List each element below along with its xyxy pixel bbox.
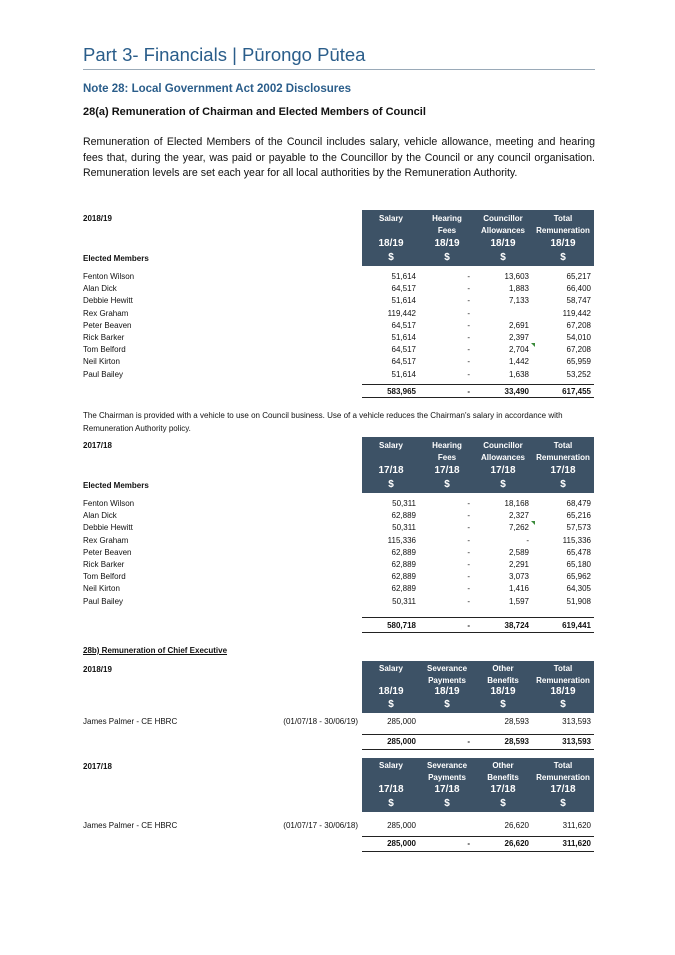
ce-1819-header [362,661,594,713]
member-name: Rick Barker [83,560,125,569]
title-divider [83,69,595,70]
table-cell: 1,638 [508,369,529,379]
table-cell: 67,208 [566,320,591,330]
page-section-title: Part 3- Financials | Pūrongo Pūtea [83,44,366,65]
header-line2: Benefits [487,676,519,685]
note-title: Note 28: Local Government Act 2002 Disclosures [83,83,352,95]
header-unit: $ [560,699,566,710]
total-cell: 617,455 [562,387,591,396]
table-cell: - [467,535,470,545]
table-cell: 2,291 [508,560,529,569]
header-line1: Salary [378,761,404,770]
ce-1819-cell: 285,000 [387,717,416,726]
member-name: Rex Graham [83,535,129,545]
ce-1819-total-rule-top [362,734,594,735]
table-cell: 62,889 [391,547,416,557]
table-cell: - [467,308,470,318]
header-unit: $ [388,252,394,263]
table-cell: - [467,345,470,355]
header-col-2 [420,437,474,493]
header-period: 17/18 [490,465,516,476]
table-cell: - [467,596,470,606]
ce-1819-dates: (01/07/18 - 30/06/19) [283,717,358,726]
member-name: Peter Beaven [83,547,132,557]
ce-1819-total: 285,000 [387,737,416,746]
table-cell: 1,597 [508,596,529,606]
header-col-4 [532,437,594,493]
ce-1718-header [362,758,594,812]
header-col-4 [532,661,594,713]
header-period: 17/18 [490,784,516,795]
ce-1819-cell: 313,593 [562,717,591,726]
header-unit: $ [444,252,450,263]
table-cell: 2,327 [508,511,529,521]
table-cell: 54,010 [566,333,591,342]
header-col-3 [474,661,532,713]
table-cell: 57,573 [566,523,591,533]
table-cell: - [467,357,470,367]
header-unit: $ [444,479,450,490]
table-cell: 50,311 [392,499,416,508]
header-col-3 [474,210,532,266]
header-col-1 [362,661,420,713]
header-period: 18/19 [490,238,516,249]
table-cell: - [467,511,470,521]
table-cell: 64,517 [391,357,416,367]
table-cell: 64,517 [391,345,416,355]
header-unit: $ [388,479,394,490]
ce-1718-total: 26,620 [504,839,529,848]
header-unit: $ [388,699,394,710]
ce-1819-total-rule-bottom [362,749,594,750]
member-name: Fenton Wilson [83,272,135,281]
header-line2: Fees [437,226,457,235]
ce-1718-cell: 26,620 [504,821,529,830]
header-line2: Allowances [480,453,525,462]
header-line1: Salary [378,441,404,450]
member-name: Fenton Wilson [83,499,135,508]
header-line1: Total [553,761,573,770]
header-line1: Other [492,761,514,770]
header-line1: Total [553,214,573,223]
header-unit: $ [500,479,506,490]
table-cell: 115,336 [387,535,416,545]
member-name: Debbie Hewitt [83,296,133,306]
ce-1819-year: 2018/19 [83,665,112,674]
table-cell: - [467,320,470,330]
table-cell: 2,704 [508,345,529,355]
header-line1: Councillor [483,214,523,223]
table-cell: 64,517 [391,320,416,330]
ce-1819-name: James Palmer - CE HBRC [83,717,178,726]
table-cell: 1,442 [508,357,529,367]
intro-paragraph: Remuneration of Elected Members of the Council includes salary, vehicle allowance, meeting and hearing fees that, during the year, was paid or payable to the Councillor by the Council or any council organisation. Remuneration levels are set each year for all local authorities by the Remuneration Authority. [83,136,595,179]
member-name: Rex Graham [83,308,129,318]
ce-1718-dates: (01/07/17 - 30/06/18) [283,821,358,830]
table-cell: 7,133 [508,296,529,306]
ce-1718-year: 2017/18 [83,762,112,771]
members-1819-total-rule-top [362,384,594,385]
ce-1819-total: - [467,737,470,746]
header-period: 17/18 [378,784,404,795]
table-cell: - [467,272,470,281]
member-name: Peter Beaven [83,320,132,330]
header-col-2 [420,661,474,713]
members-1718-total-rule-bottom [362,632,594,633]
header-line2: Fees [437,453,457,462]
section-b-title: 28b) Remuneration of Chief Executive [83,646,228,655]
total-cell: - [467,387,470,396]
table-cell: 2,397 [508,333,529,342]
ce-1718-total-rule-top [362,836,594,837]
table-cell: - [467,333,470,342]
header-line2: Remuneration [536,676,590,685]
table-cell: 65,478 [566,547,591,557]
table-cell: 58,747 [566,296,591,306]
header-col-1 [362,437,420,493]
ce-1718-cell: 285,000 [387,821,416,830]
header-period: 17/18 [378,465,404,476]
header-period: 18/19 [550,686,576,697]
header-period: 18/19 [378,238,404,249]
header-period: 17/18 [434,784,460,795]
table-cell: 119,442 [562,308,591,318]
table-cell: 51,614 [391,369,416,379]
header-line2: Payments [428,676,466,685]
ce-1718-total: - [467,839,470,848]
ce-1718-total-rule-bottom [362,851,594,852]
header-line1: Hearing [432,214,462,223]
comment-marker-icon [531,343,535,347]
header-line1: Severance [426,761,468,770]
header-unit: $ [560,479,566,490]
ce-1718-total: 311,620 [562,839,591,848]
table-cell: 51,614 [391,296,416,306]
header-unit: $ [500,798,506,809]
members-1819-header [362,210,594,266]
header-line1: Hearing [432,441,462,450]
header-col-4 [532,210,594,266]
table-cell: 65,962 [566,572,591,582]
table-cell: 119,442 [387,308,416,318]
members-1718-header [362,437,594,493]
member-name: Rick Barker [83,333,125,342]
total-cell: - [467,621,470,630]
header-period: 17/18 [550,784,576,795]
table-cell: 62,889 [391,560,416,569]
header-line1: Total [553,441,573,450]
header-line1: Other [492,664,514,673]
table-cell: 50,311 [392,523,416,533]
table-cell: - [467,284,470,294]
table-cell: 65,217 [566,272,591,281]
table-cell: - [467,547,470,557]
members-1718-row-label: Elected Members [83,481,149,490]
member-name: Alan Dick [83,511,117,521]
header-unit: $ [444,798,450,809]
total-cell: 619,441 [562,621,591,630]
table-cell: - [467,584,470,594]
members-1819-row-label: Elected Members [83,254,149,263]
table-cell: - [467,296,470,306]
member-name: Neil Kirton [83,357,120,367]
members-1718-year: 2017/18 [83,441,112,450]
table-cell: 62,889 [391,511,416,521]
table-cell: - [467,560,470,569]
header-line1: Severance [426,664,468,673]
members-1819-year: 2018/19 [83,214,112,223]
table-cell: 65,959 [566,357,591,367]
ce-1819-total: 313,593 [562,737,591,746]
section-a-title: 28(a) Remuneration of Chairman and Elected Members of Council [83,106,426,118]
header-unit: $ [388,798,394,809]
ce-1718-name: James Palmer - CE HBRC [83,821,178,830]
header-line1: Salary [378,214,404,223]
header-period: 18/19 [434,686,460,697]
header-col-3 [474,758,532,812]
total-cell: 583,965 [387,387,416,396]
table-cell: 18,168 [504,499,529,508]
header-period: 17/18 [434,465,460,476]
total-cell: 33,490 [504,387,529,396]
member-name: Paul Bailey [83,596,124,606]
table-cell: 51,614 [391,272,416,281]
header-line2: Allowances [480,226,525,235]
table-cell: - [467,499,470,508]
table-cell: 66,400 [566,284,591,294]
table-cell: 1,883 [508,284,529,294]
ce-1718-total: 285,000 [387,839,416,848]
table-cell: 51,614 [391,333,416,342]
header-unit: $ [560,798,566,809]
comment-marker-icon [531,521,535,525]
table-cell: - [526,535,529,545]
ce-1819-total: 28,593 [504,737,529,746]
table-cell: 67,208 [566,345,591,355]
table-cell: - [467,572,470,582]
header-unit: $ [500,699,506,710]
header-period: 18/19 [550,238,576,249]
header-col-1 [362,758,420,812]
header-unit: $ [444,699,450,710]
member-name: Tom Belford [83,345,126,355]
table-cell: 3,073 [508,572,529,582]
table-cell: 2,691 [508,320,529,330]
header-col-2 [420,210,474,266]
header-line2: Benefits [487,773,519,782]
table-cell: 64,305 [566,584,591,594]
header-col-3 [474,437,532,493]
ce-1718-cell: 311,620 [562,821,591,830]
table-cell: - [467,523,470,533]
member-name: Paul Bailey [83,369,124,379]
table-cell: 64,517 [391,284,416,294]
member-name: Alan Dick [83,284,117,294]
header-period: 18/19 [378,686,404,697]
header-line2: Remuneration [536,226,590,235]
header-line2: Payments [428,773,466,782]
header-line1: Councillor [483,441,523,450]
member-name: Debbie Hewitt [83,523,133,533]
total-cell: 38,724 [504,621,529,630]
table-cell: 115,336 [562,535,591,545]
table-cell: - [467,369,470,379]
table-cell: 51,908 [566,596,591,606]
table-cell: 13,603 [504,272,529,281]
header-line2: Remuneration [536,453,590,462]
member-name: Tom Belford [83,572,126,582]
header-period: 18/19 [490,686,516,697]
table-cell: 1,416 [508,584,529,594]
table-cell: 62,889 [391,584,416,594]
header-unit: $ [500,252,506,263]
header-line2: Remuneration [536,773,590,782]
members-1819-total-rule-bottom [362,397,594,398]
table-cell: 65,180 [566,560,591,569]
header-line1: Total [553,664,573,673]
table-cell: 68,479 [566,499,591,508]
header-line1: Salary [378,664,404,673]
table-cell: 53,252 [566,369,591,379]
member-name: Neil Kirton [83,584,120,594]
table-cell: 2,589 [508,547,529,557]
table-cell: 7,262 [508,523,529,533]
header-col-2 [420,758,474,812]
header-period: 18/19 [434,238,460,249]
header-col-1 [362,210,420,266]
table-cell: 62,889 [391,572,416,582]
header-period: 17/18 [550,465,576,476]
total-cell: 580,718 [387,621,416,630]
table-cell: 50,311 [392,596,416,606]
ce-1819-cell: 28,593 [504,717,529,726]
table-cell: 65,216 [566,511,591,521]
vehicle-note: The Chairman is provided with a vehicle to use on Council business. Use of a vehicle reduces the Chairman's salary in accordance with Remuneration Authority policy. [83,411,563,433]
members-1718-total-rule-top [362,617,594,618]
header-col-4 [532,758,594,812]
header-unit: $ [560,252,566,263]
